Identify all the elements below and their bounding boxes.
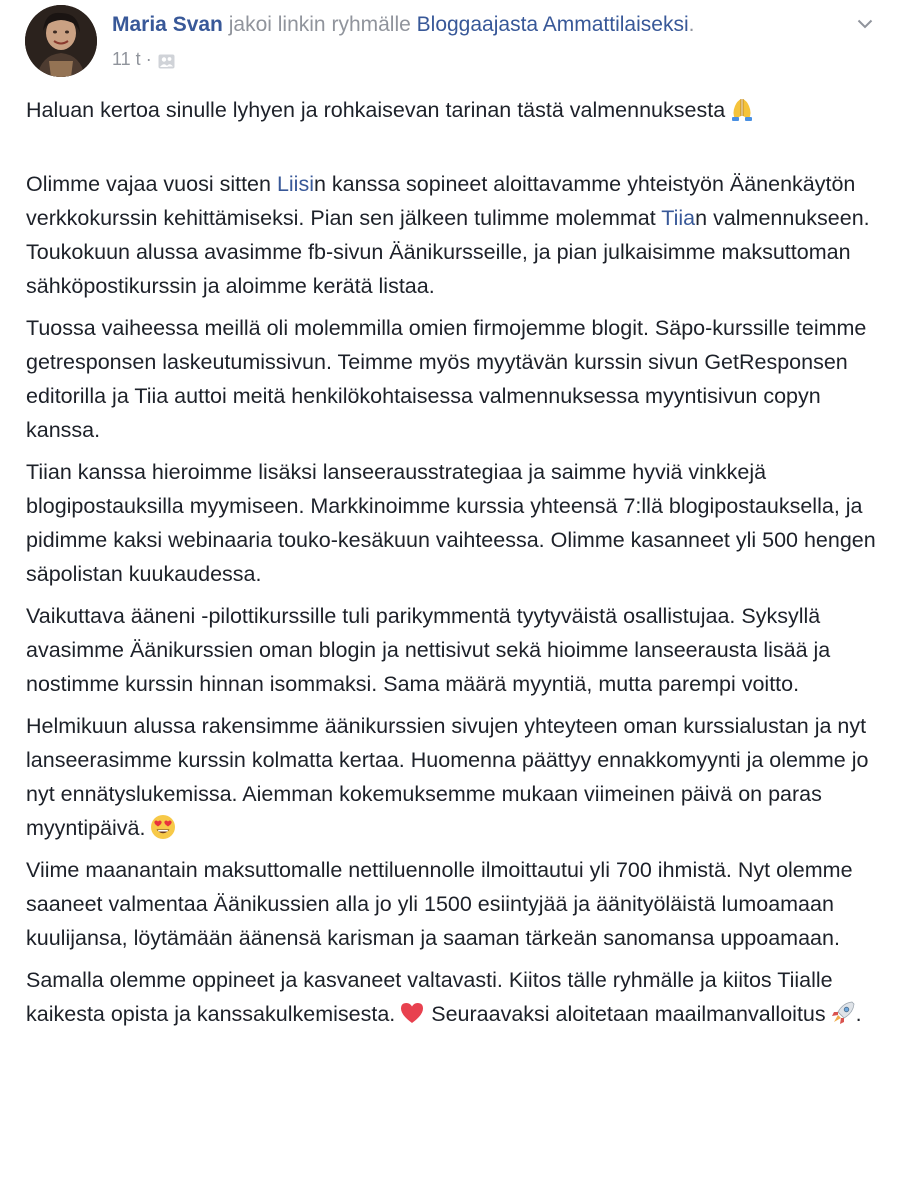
post-paragraph-3: Tiian kanssa hieroimme lisäksi lanseerausstrategiaa ja saimme hyviä vinkkejä blogipostauksilla myymiseen. Markkinoimme kurssia yhteensä 7:llä blogipostauksella, ja pidimme kaksi webinaaria touko-kesäkuun vaihteessa. Olimme kasanneet yli 500 hengen säpolistan kuukaudessa. bbox=[26, 460, 876, 586]
post-meta bbox=[112, 48, 175, 70]
post-header bbox=[0, 0, 901, 90]
author-name-link[interactable]: Maria Svan bbox=[112, 13, 223, 36]
mention-liisi-link[interactable]: Liisi bbox=[276, 172, 314, 196]
post-paragraph-intro bbox=[26, 93, 886, 127]
shared-link-text: jakoi linkin ryhmälle bbox=[228, 13, 411, 36]
meta-separator: · bbox=[140, 49, 152, 69]
mention-tiia-link[interactable]: Tiia bbox=[661, 206, 696, 230]
p7-text-a: Samalla olemme oppineet ja kasvaneet valtavasti. Kiitos tälle ryhmälle ja kiitos Tiialle kaikesta opista ja kanssakulkemisesta. bbox=[26, 968, 833, 1026]
post-options-button[interactable] bbox=[851, 10, 879, 38]
post-body bbox=[26, 93, 886, 1039]
intro-text: Haluan kertoa sinulle lyhyen ja rohkaisevan tarinan tästä valmennuksesta bbox=[26, 98, 726, 122]
rocket-emoji bbox=[830, 1000, 856, 1026]
avatar-photo bbox=[25, 5, 97, 77]
post-paragraph-2: Tuossa vaiheessa meillä oli molemmilla omien firmojemme blogit. Säpo-kurssille teimme getresponsen laskeutumissivun. Teimme myös myytävän kurssin sivun GetResponsen editorilla ja Tiia auttoi meitä henkilökohtaisessa valmennuksessa myyntisivun copyn kanssa. bbox=[26, 316, 867, 442]
timestamp-text: 11 t bbox=[112, 49, 141, 69]
p7-text-c: . bbox=[855, 1002, 862, 1026]
red-heart-emoji bbox=[399, 1000, 425, 1026]
p7-text-b: Seuraavaksi aloitetaan maailmanvalloitus bbox=[425, 1002, 826, 1026]
p1-text-b: n kanssa sopineet aloittavamme yhteistyön Äänenkäytön verkkokurssin kehittämiseksi. Pian sen jälkeen tulimme molemmat bbox=[26, 172, 856, 230]
chevron-down-icon bbox=[857, 19, 873, 29]
group-name-suffix: . bbox=[688, 13, 695, 36]
post-paragraph-6: Viime maanantain maksuttomalle nettiluennolle ilmoittautui yli 700 ihmistä. Nyt olemme saaneet valmentaa Äänikussien alla jo yli 1500 esiintyjää ja äänityöläistä lumoamaan kuulijansa, löytämään äänensä karisman ja saaman tärkeän sanomansa uppoamaan. bbox=[26, 858, 853, 950]
post-author-line bbox=[112, 12, 694, 38]
folded-hands-emoji bbox=[729, 96, 755, 122]
group-name-link[interactable]: Bloggaajasta Ammattilaiseksi bbox=[416, 13, 689, 36]
post-paragraph-7 bbox=[26, 963, 886, 1031]
heart-eyes-emoji bbox=[150, 814, 176, 840]
group-audience-icon[interactable] bbox=[158, 52, 175, 67]
post-paragraph-1 bbox=[26, 167, 886, 303]
timestamp-link[interactable] bbox=[112, 48, 152, 70]
post-paragraph-4: Vaikuttava ääneni -pilottikurssille tuli parikymmentä tyytyväistä osallistujaa. Syksyllä avasimme Äänikurssien oman blogin ja nettisivut sekä hioimme lanseerausta lisää ja nostimme kurssin hinnan isommaksi. Sama määrä myyntiä, mutta parempi voitto. bbox=[26, 604, 831, 696]
post-paragraph-5 bbox=[26, 709, 886, 845]
author-avatar[interactable] bbox=[25, 5, 97, 77]
p1-text-a: Olimme vajaa vuosi sitten bbox=[26, 172, 277, 196]
p5-text: Helmikuun alussa rakensimme äänikurssien sivujen yhteyteen oman kurssialustan ja nyt lanseerasimme kurssin kolmatta kertaa. Huomenna päättyy ennakkomyynti ja olemme jo nyt ennätyslukemissa. Aiemman kokemuksemme mukaan viimeinen päivä on paras myyntipäivä. bbox=[26, 714, 869, 840]
p1-text-c: n valmennukseen. Toukokuun alussa avasimme fb-sivun Äänikursseille, ja pian julkaisimme maksuttoman sähköpostikurssin ja aloimme kerätä listaa. bbox=[26, 206, 870, 298]
